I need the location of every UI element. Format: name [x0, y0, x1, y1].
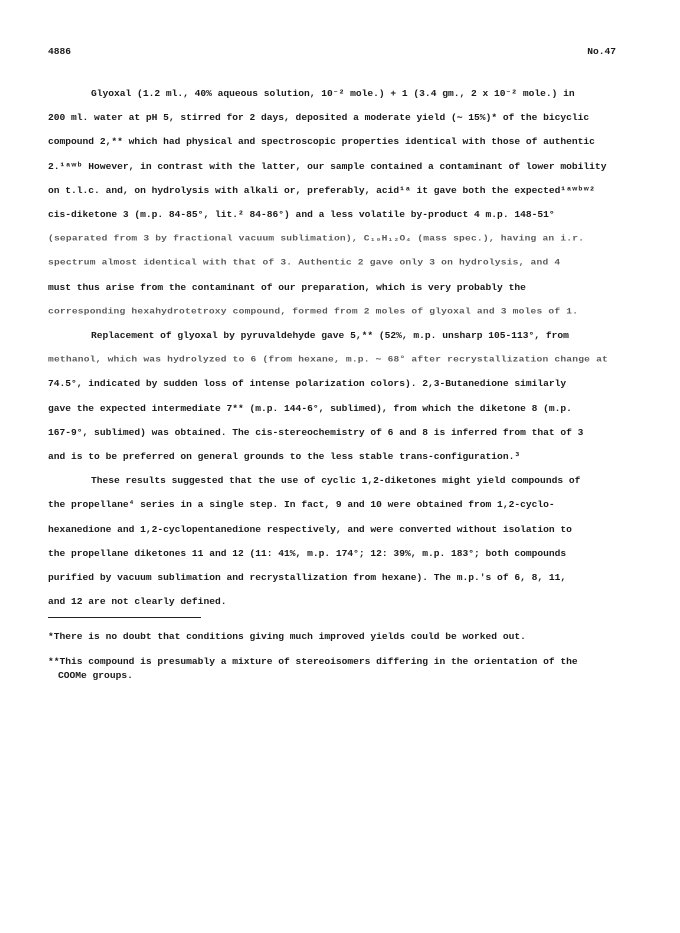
paragraph-2	[48, 324, 638, 469]
text-line: on t.l.c. and, on hydrolysis with alkali or, preferably, acid¹ᵃ it gave both the expected¹ᵃʷᵇʷ²	[48, 184, 595, 196]
text-line-smudged: methanol, which was hydrolyzed to 6 (from hexane, m.p. ∼ 68° after recrystallization change at	[48, 355, 608, 365]
text-line: 167-9°, sublimed) was obtained. The cis-stereochemistry of 6 and 8 is inferred from that of 3	[48, 426, 584, 438]
text-line: 2.¹ᵃʷᵇ However, in contrast with the latter, our sample contained a contaminant of lower mobility	[48, 160, 607, 172]
text-line: Replacement of glyoxal by pyruvaldehyde gave 5,** (52%, m.p. unsharp 105-113°, from	[91, 330, 569, 342]
text-line: hexanedione and 1,2-cyclopentanedione respectively, and were converted without isolation to	[48, 523, 572, 535]
text-line: compound 2,** which had physical and spectroscopic properties identical with those of authentic	[48, 136, 595, 148]
text-line: These results suggested that the use of cyclic 1,2-diketones might yield compounds of	[91, 475, 581, 487]
text-line: must thus arise from the contaminant of our preparation, which is very probably the	[48, 281, 526, 293]
journal-issue-number: No.47	[587, 46, 616, 57]
text-line-smudged: corresponding hexahydrotetroxy compound, formed from 2 moles of glyoxal and 3 moles of 1.	[48, 306, 579, 317]
text-line: 200 ml. water at pH 5, stirred for 2 days, deposited a moderate yield (∼ 15%)* of the bicyclic	[48, 112, 590, 124]
footnote-2	[48, 655, 648, 683]
text-line: gave the expected intermediate 7** (m.p. 144-6°, sublimed), from which the diketone 8 (m.p.	[48, 402, 572, 414]
article-body	[48, 82, 638, 614]
paragraph-1	[48, 82, 638, 324]
text-line: the propellane diketones 11 and 12 (11: 41%, m.p. 174°; 12: 39%, m.p. 183°; both compounds	[48, 547, 567, 559]
footnote-divider	[48, 617, 201, 618]
text-line-smudged: spectrum almost identical with that of 3. Authentic 2 gave only 3 on hydrolysis, and 4	[48, 258, 561, 268]
text-line: and is to be preferred on general grounds to the less stable trans-configuration.³	[48, 451, 521, 463]
text-line: the propellane⁴ series in a single step. In fact, 9 and 10 were obtained from 1,2-cyclo-	[48, 499, 555, 511]
text-line: 74.5°, indicated by sudden loss of intense polarization colors). 2,3-Butanedione similarly	[48, 378, 567, 390]
footnote-2-line-2: COOMe groups.	[58, 670, 133, 681]
text-line-smudged: (separated from 3 by fractional vacuum sublimation), C₁₀H₁₂O₄ (mass spec.), having an i.r.	[48, 234, 585, 244]
footnote-2-line-1: **This compound is presumably a mixture of stereoisomers differing in the orientation of the	[48, 656, 578, 667]
text-line: and 12 are not clearly defined.	[48, 596, 227, 608]
text-line: Glyoxal (1.2 ml., 40% aqueous solution, 10⁻² mole.) + 1 (3.4 gm., 2 x 10⁻² mole.) in	[91, 88, 575, 99]
footnote-1: *There is no doubt that conditions giving much improved yields could be worked out.	[48, 631, 526, 642]
page-number: 4886	[48, 46, 72, 57]
text-line: cis-diketone 3 (m.p. 84-85°, lit.² 84-86°) and a less volatile by-product 4 m.p. 148-51°	[48, 209, 555, 221]
text-line: purified by vacuum sublimation and recrystallization from hexane). The m.p.'s of 6, 8, 11,	[48, 572, 567, 584]
paragraph-3	[48, 469, 638, 614]
